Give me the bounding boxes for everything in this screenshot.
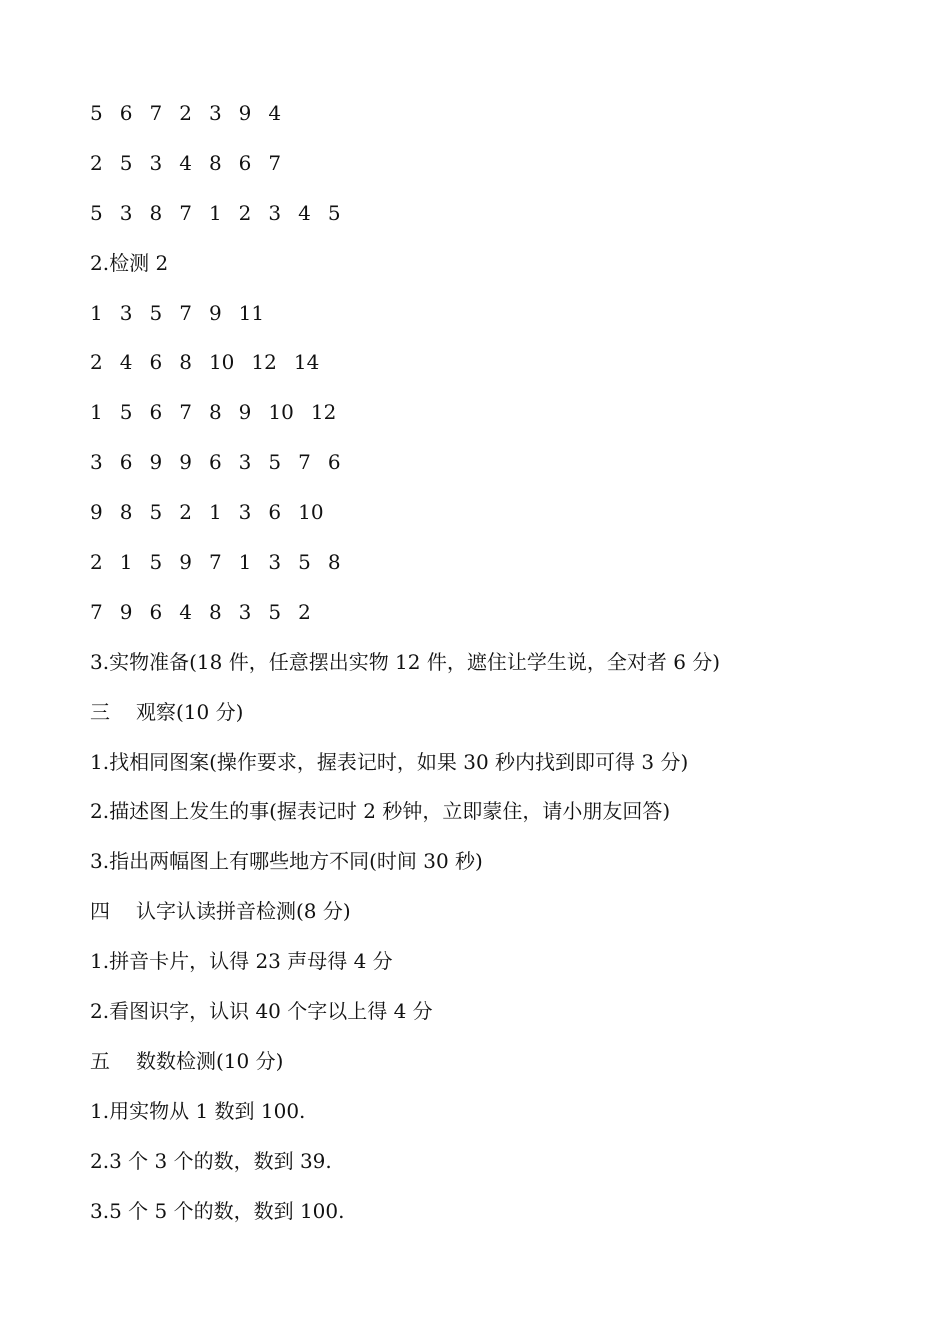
number: 4 xyxy=(179,599,192,624)
list-item: 2.看图识字，认识 40 个字以上得 4 分 xyxy=(90,998,433,1023)
number: 1 xyxy=(119,549,133,574)
number: 12 xyxy=(310,400,337,425)
number: 11 xyxy=(238,300,265,325)
number: 12 xyxy=(251,350,277,375)
section-number: 三 xyxy=(90,699,110,724)
list-item: 1.用实物从 1 数到 100. xyxy=(90,1098,306,1123)
number: 9 xyxy=(149,450,163,475)
number: 14 xyxy=(293,350,320,375)
number: 7 xyxy=(179,300,192,325)
number: 9 xyxy=(119,599,133,624)
number: 6 xyxy=(149,400,163,425)
number-row xyxy=(90,387,910,437)
number: 1 xyxy=(238,549,252,574)
list-item: 2.3 个 3 个的数，数到 39. xyxy=(90,1148,332,1173)
list-item: 1.找相同图案(操作要求，握表记时，如果 30 秒内找到即可得 3 分) xyxy=(90,749,689,774)
number: 9 xyxy=(208,300,222,325)
list-item: 2.描述图上发生的事(握表记时 2 秒钟，立即蒙住，请小朋友回答) xyxy=(90,799,671,824)
number: 6 xyxy=(149,350,163,375)
number: 2 xyxy=(298,599,311,624)
section-number: 四 xyxy=(90,899,110,924)
number: 10 xyxy=(208,350,235,375)
number: 3 xyxy=(90,450,103,475)
number: 2 xyxy=(179,500,192,525)
number: 7 xyxy=(208,549,222,574)
number: 7 xyxy=(268,150,282,175)
number: 3 xyxy=(149,150,163,175)
number: 5 xyxy=(90,200,103,225)
number: 5 xyxy=(268,599,282,624)
number: 1 xyxy=(208,200,222,225)
number: 8 xyxy=(208,400,222,425)
test-2-heading: 2.检测 2 xyxy=(90,250,169,275)
number: 9 xyxy=(90,500,103,525)
number: 7 xyxy=(149,100,163,125)
number: 8 xyxy=(208,599,222,624)
number: 6 xyxy=(149,599,163,624)
number: 8 xyxy=(327,549,341,574)
number-row xyxy=(90,437,910,487)
number: 9 xyxy=(238,100,252,125)
number: 7 xyxy=(179,200,192,225)
number: 9 xyxy=(238,400,252,425)
number: 5 xyxy=(149,300,163,325)
number: 6 xyxy=(119,450,133,475)
number: 4 xyxy=(119,350,133,375)
number: 7 xyxy=(90,599,103,624)
number: 8 xyxy=(119,500,133,525)
number: 6 xyxy=(119,100,133,125)
number: 6 xyxy=(327,450,341,475)
number: 3 xyxy=(119,200,133,225)
number: 5 xyxy=(327,200,341,225)
number: 2 xyxy=(90,350,103,375)
number: 6 xyxy=(268,500,282,525)
number: 4 xyxy=(179,150,192,175)
section-heading-observation xyxy=(90,687,910,737)
number: 6 xyxy=(238,150,252,175)
number: 5 xyxy=(119,150,133,175)
number: 3 xyxy=(238,450,252,475)
number: 8 xyxy=(179,350,192,375)
number-row xyxy=(90,537,910,587)
number-row xyxy=(90,288,910,338)
number: 9 xyxy=(179,549,192,574)
number: 8 xyxy=(208,150,222,175)
section-heading-counting xyxy=(90,1036,910,1086)
number: 7 xyxy=(179,400,192,425)
number: 3 xyxy=(268,200,282,225)
number: 5 xyxy=(90,100,103,125)
number: 5 xyxy=(149,549,163,574)
number: 5 xyxy=(119,400,133,425)
objects-item: 3.实物准备(18 件，任意摆出实物 12 件，遮住让学生说，全对者 6 分) xyxy=(90,649,721,674)
number-row xyxy=(90,88,910,138)
number: 4 xyxy=(298,200,311,225)
number: 4 xyxy=(268,100,282,125)
number: 3 xyxy=(208,100,222,125)
number: 3 xyxy=(238,599,252,624)
number: 8 xyxy=(149,200,163,225)
section-title: 数数检测(10 分) xyxy=(136,1048,284,1073)
number: 3 xyxy=(268,549,282,574)
number-row xyxy=(90,337,910,387)
number: 5 xyxy=(149,500,163,525)
document-page xyxy=(90,88,910,1235)
number: 3 xyxy=(238,500,252,525)
number: 10 xyxy=(298,500,324,525)
number: 2 xyxy=(90,150,103,175)
section-number: 五 xyxy=(90,1048,110,1073)
number: 2 xyxy=(90,549,103,574)
number-row xyxy=(90,138,910,188)
number: 2 xyxy=(238,200,252,225)
list-item: 1.拼音卡片，认得 23 声母得 4 分 xyxy=(90,949,393,974)
number: 6 xyxy=(208,450,222,475)
number: 1 xyxy=(208,500,222,525)
number: 5 xyxy=(268,450,282,475)
section-heading-pinyin xyxy=(90,886,910,936)
list-item: 3.指出两幅图上有哪些地方不同(时间 30 秒) xyxy=(90,849,483,874)
section-title: 认字认读拼音检测(8 分) xyxy=(136,899,351,924)
number: 5 xyxy=(298,549,311,574)
number: 3 xyxy=(119,300,133,325)
number: 2 xyxy=(179,100,192,125)
number: 1 xyxy=(90,300,103,325)
number: 9 xyxy=(179,450,192,475)
number-row xyxy=(90,487,910,537)
section-title: 观察(10 分) xyxy=(136,699,244,724)
number-row xyxy=(90,188,910,238)
list-item: 3.5 个 5 个的数，数到 100. xyxy=(90,1198,345,1223)
number-row xyxy=(90,587,910,637)
number: 10 xyxy=(268,400,294,425)
number: 7 xyxy=(298,450,311,475)
number: 1 xyxy=(90,400,103,425)
